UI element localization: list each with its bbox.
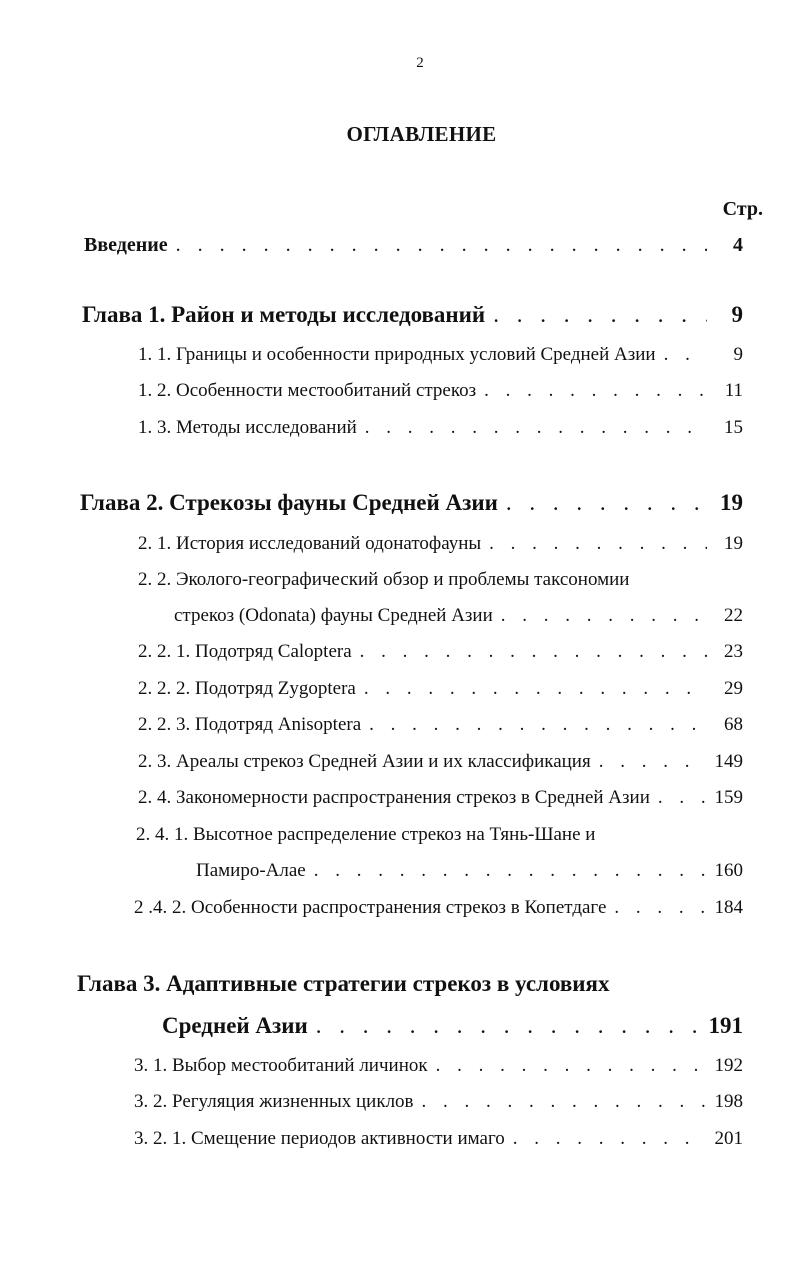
toc-entry-page: 160 <box>714 860 743 881</box>
page-number: 2 <box>416 55 424 71</box>
toc-dot-leader <box>422 1091 707 1113</box>
toc-dot-leader <box>513 1128 707 1150</box>
toc-entry-title: 2. 2. 2. Подотряд Zygoptera <box>138 678 356 699</box>
toc-entry-section-2-1 <box>138 533 743 555</box>
toc-entry-title: 2. 2. 3. Подотряд Anisoptera <box>138 714 362 735</box>
toc-entry-page: 184 <box>714 897 743 918</box>
toc-entry-page: 198 <box>714 1091 743 1112</box>
toc-entry-chapter-3-title: Глава 3. Адаптивные стратегии стрекоз в условиях <box>77 971 610 996</box>
toc-entry-title: 2. 1. История исследований одонатофауны <box>138 533 482 554</box>
toc-entry-section-3-2 <box>134 1091 743 1113</box>
toc-entry-title: Глава 2. Стрекозы фауны Средней Азии <box>80 490 498 515</box>
toc-dot-leader <box>489 533 707 555</box>
toc-entry-section-2-2-title: 2. 2. Эколого-географический обзор и проблемы таксономии <box>138 569 630 590</box>
toc-entry-section-2-4-1-title: 2. 4. 1. Высотное распределение стрекоз на Тянь-Шане и <box>136 824 596 845</box>
toc-dot-leader <box>506 490 707 516</box>
toc-entry-page: 29 <box>724 678 743 699</box>
toc-entry-section-1-3 <box>138 417 743 439</box>
toc-dot-leader <box>493 302 707 328</box>
toc-entry-title: 3. 2. Регуляция жизненных циклов <box>134 1091 414 1112</box>
toc-entry-page: 23 <box>724 641 743 662</box>
toc-dot-leader <box>436 1055 707 1077</box>
toc-entry-page: 192 <box>714 1055 743 1076</box>
toc-dot-leader <box>484 380 707 402</box>
toc-entry-page: 9 <box>733 344 743 365</box>
toc-dot-leader <box>316 1013 701 1039</box>
toc-dot-leader <box>501 605 707 627</box>
toc-entry-section-2-4 <box>138 787 743 809</box>
toc-dot-leader <box>369 714 707 736</box>
toc-entry-title: Глава 1. Район и методы исследований <box>82 302 486 327</box>
toc-entry-title: 1. 1. Границы и особенности природных условий Средней Азии <box>138 344 656 365</box>
toc-dot-leader <box>314 860 707 882</box>
toc-entry-title: 2. 2. 1. Подотряд Caloptera <box>138 641 352 662</box>
toc-dot-leader <box>176 234 707 257</box>
toc-entry-section-2-2-1 <box>138 641 743 663</box>
toc-entry-title: стрекоз (Odonata) фауны Средней Азии <box>174 605 493 626</box>
toc-entry-title: Средней Азии <box>162 1013 308 1038</box>
toc-entry-title: Введение <box>84 234 168 256</box>
toc-entry-section-2-4-2 <box>134 897 743 919</box>
toc-entry-page: 149 <box>714 751 743 772</box>
toc-entry-page: 159 <box>714 787 743 808</box>
toc-entry-chapter-1 <box>82 302 743 328</box>
toc-entry-intro <box>84 234 743 257</box>
toc-entry-section-2-2-2 <box>138 678 743 700</box>
toc-dot-leader <box>364 678 707 700</box>
toc-entry-page: 4 <box>733 234 743 256</box>
page-column-header: Стр. <box>722 198 763 220</box>
toc-entry-title: 1. 2. Особенности местообитаний стрекоз <box>138 380 477 401</box>
toc-entry-title: 2. 4. Закономерности распространения стрекоз в Средней Азии <box>138 787 650 808</box>
toc-entry-chapter-2 <box>80 490 743 516</box>
toc-dot-leader <box>599 751 707 773</box>
toc-entry-title: Памиро-Алае <box>196 860 306 881</box>
toc-entry-page: 19 <box>724 533 743 554</box>
toc-entry-section-2-3 <box>138 751 743 773</box>
toc-dot-leader <box>664 344 707 366</box>
toc-entry-page: 191 <box>708 1013 743 1038</box>
toc-entry-title: 2 .4. 2. Особенности распространения стрекоз в Копетдаге <box>134 897 607 918</box>
toc-entry-section-3-1 <box>134 1055 743 1077</box>
toc-dot-leader <box>365 417 707 439</box>
toc-entry-section-2-2-3 <box>138 714 743 736</box>
toc-entry-page: 9 <box>731 302 743 327</box>
toc-entry-page: 201 <box>714 1128 743 1149</box>
toc-entry-page: 22 <box>724 605 743 626</box>
toc-entry-title: 3. 1. Выбор местообитаний личинок <box>134 1055 428 1076</box>
toc-entry-section-1-1 <box>138 344 743 366</box>
toc-entry-section-2-2 <box>174 605 743 627</box>
toc-entry-section-1-2 <box>138 380 743 402</box>
toc-entry-page: 19 <box>720 490 743 515</box>
toc-entry-title: 1. 3. Методы исследований <box>138 417 357 438</box>
toc-dot-leader <box>658 787 707 809</box>
toc-entry-title: 2. 3. Ареалы стрекоз Средней Азии и их классификация <box>138 751 591 772</box>
toc-dot-leader <box>360 641 707 663</box>
page-title: ОГЛАВЛЕНИЕ <box>346 122 497 146</box>
toc-entry-page: 68 <box>724 714 743 735</box>
toc-entry-page: 11 <box>724 380 743 401</box>
toc-entry-page: 15 <box>724 417 743 438</box>
toc-entry-title: 3. 2. 1. Смещение периодов активности имаго <box>134 1128 505 1149</box>
toc-dot-leader <box>614 897 706 919</box>
toc-entry-section-3-2-1 <box>134 1128 743 1150</box>
toc-entry-chapter-3 <box>162 1013 743 1039</box>
toc-entry-section-2-4-1 <box>196 860 743 882</box>
